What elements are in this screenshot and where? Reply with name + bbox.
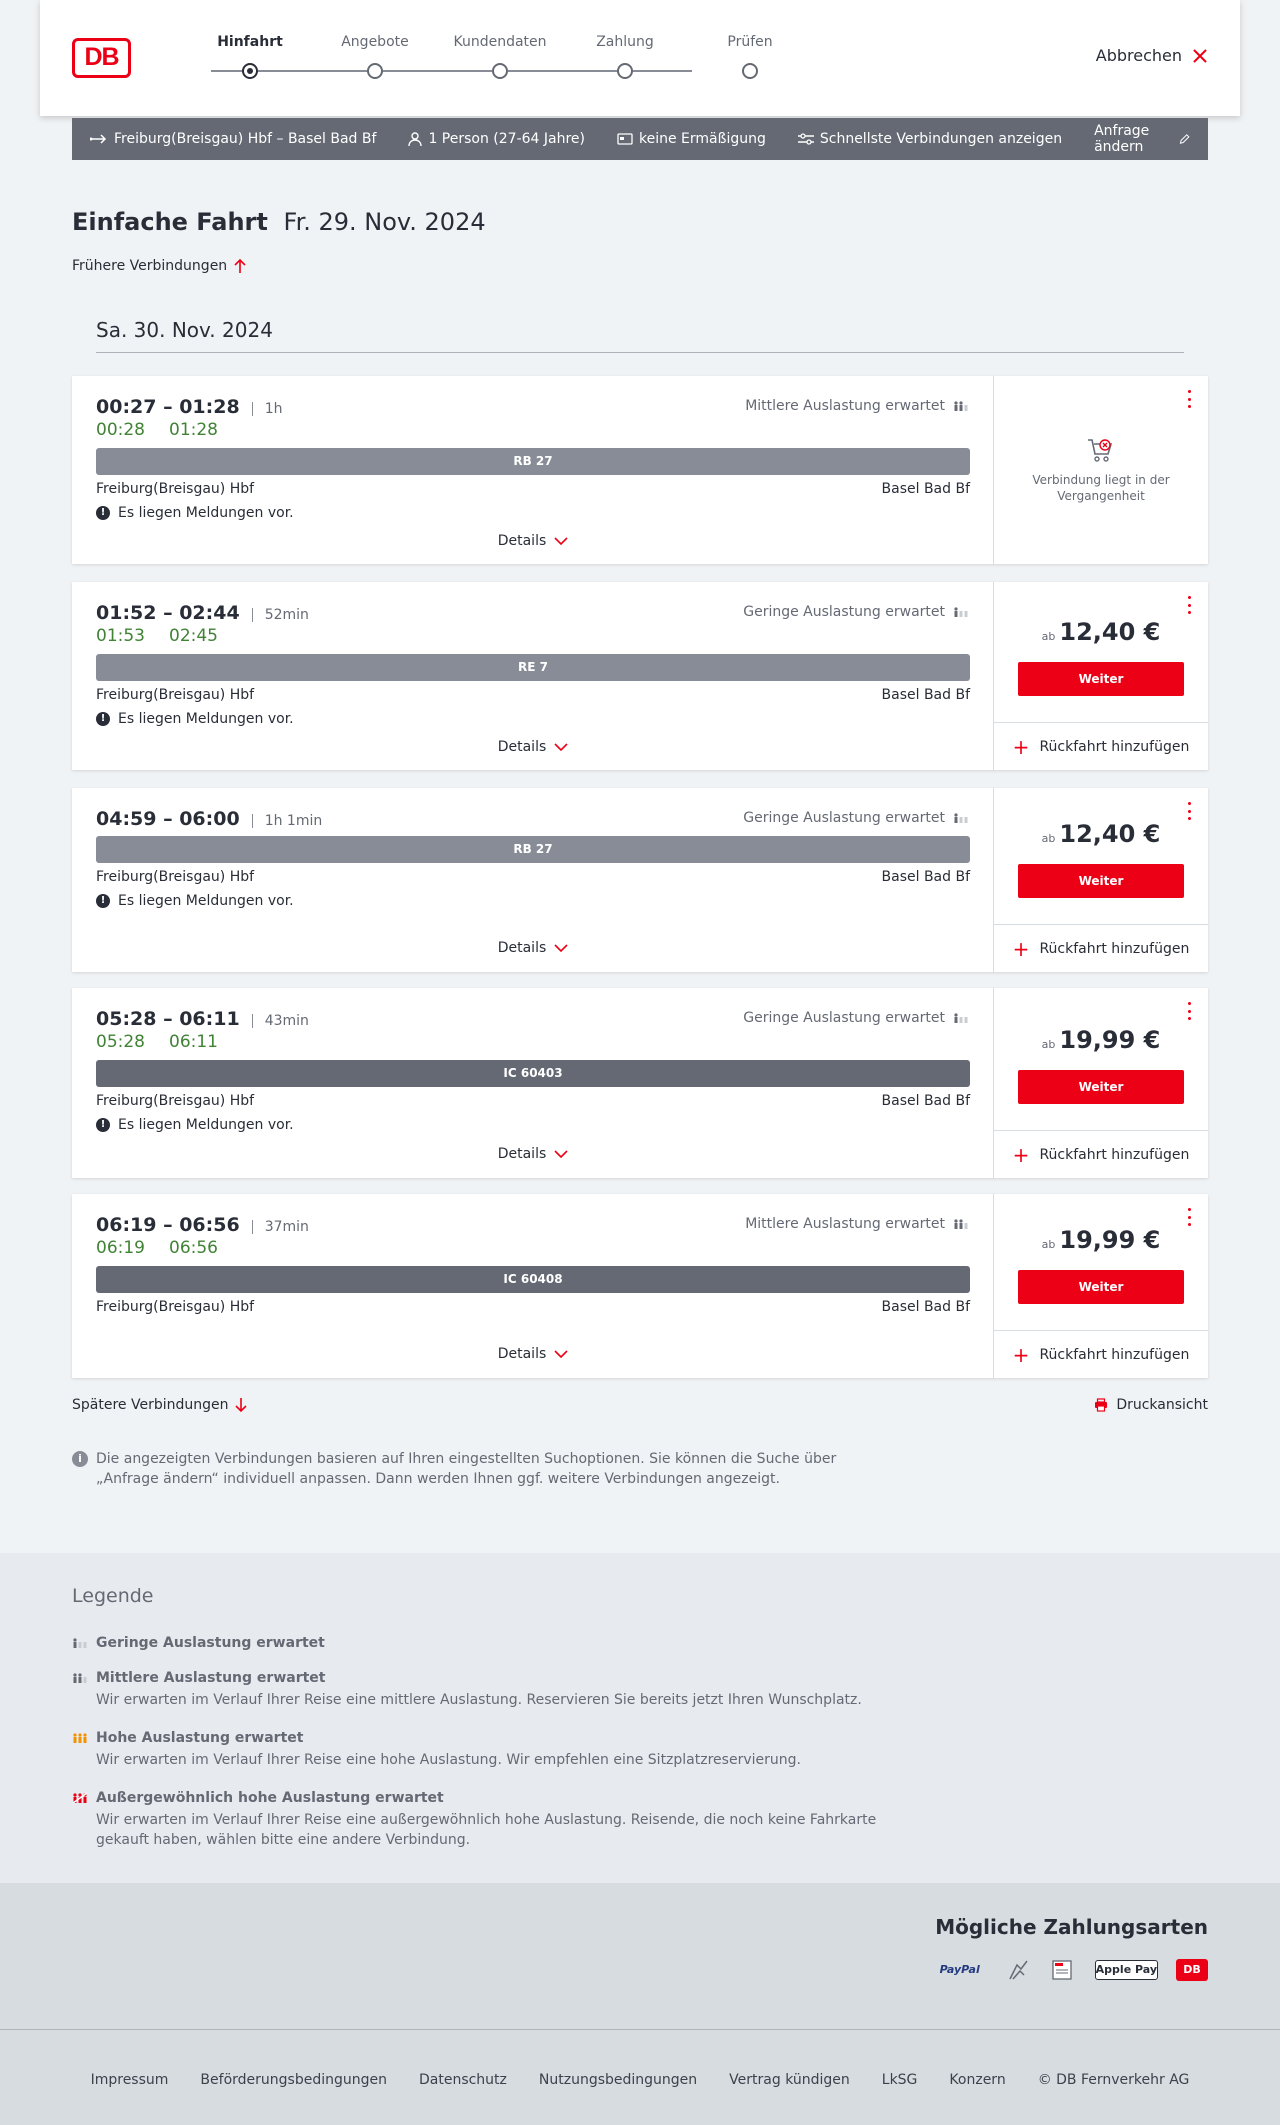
occupancy-medium-icon xyxy=(953,1218,969,1230)
price-value: 12,40 € xyxy=(1059,820,1161,848)
realtime-arrival: 06:11 xyxy=(169,1032,218,1052)
departure-station: Freiburg(Breisgau) Hbf xyxy=(96,481,255,497)
plus-icon: + xyxy=(1012,1142,1030,1167)
apple-pay-icon: Apple Pay xyxy=(1095,1960,1158,1980)
legend-item xyxy=(72,1670,892,1710)
fastest-text: Schnellste Verbindungen anzeigen xyxy=(819,131,1063,147)
details-toggle[interactable] xyxy=(72,533,994,549)
legend-item-description: Wir erwarten im Verlauf Ihrer Reise eine außergewöhnlich hohe Auslastung. Reisende, die noch keine Fahrkarte gekauft haben, wählen bitte eine andere Verbindung. xyxy=(96,1812,877,1848)
cancel-label: Abbrechen xyxy=(1095,46,1182,65)
realtime-departure: 06:19 xyxy=(96,1238,145,1258)
stations xyxy=(96,687,970,703)
occupancy-medium-icon xyxy=(72,1672,88,1684)
cancel-button[interactable] xyxy=(1096,46,1208,65)
details-label: Details xyxy=(497,1146,547,1162)
more-options-icon[interactable] xyxy=(1186,1002,1192,1020)
realtime-times xyxy=(96,1032,242,1052)
occupancy-very-high-icon xyxy=(72,1792,88,1804)
footer-link-befoerderungsbedingungen[interactable]: Beförderungsbedingungen xyxy=(200,2072,387,2088)
info-text: Die angezeigten Verbindungen basieren auf Ihren eingestellten Suchoptionen. Sie können die Suche über „Anfrage ändern“ individuell anpassen. Dann werden Ihnen ggf. weitere Verbindungen angezeigt. xyxy=(96,1451,837,1487)
train-bar[interactable]: IC 60403 xyxy=(96,1060,970,1087)
legend xyxy=(0,1553,1280,1883)
step-kundendaten xyxy=(445,34,555,50)
arrival-station: Basel Bad Bf xyxy=(881,481,970,497)
add-return-label: Rückfahrt hinzufügen xyxy=(1039,1146,1190,1163)
progress-steps xyxy=(181,34,773,84)
day-header: Sa. 30. Nov. 2024 xyxy=(96,318,1184,353)
page-title xyxy=(72,208,486,236)
price-value: 12,40 € xyxy=(1059,618,1161,646)
alert-icon: ! xyxy=(96,506,110,520)
stations xyxy=(96,869,970,885)
connection-times xyxy=(96,1008,309,1030)
notice-text: Es liegen Meldungen vor. xyxy=(118,893,294,909)
step-dot-active xyxy=(242,63,258,79)
departure-station: Freiburg(Breisgau) Hbf xyxy=(96,687,255,703)
plus-icon: + xyxy=(1012,1342,1030,1367)
route-text: Freiburg(Breisgau) Hbf – Basel Bad Bf xyxy=(114,131,377,147)
connection-times xyxy=(96,1214,309,1236)
payment-methods-section xyxy=(0,1883,1280,2029)
realtime-departure: 01:53 xyxy=(96,626,145,646)
scheduled-times: 05:28 – 06:11 xyxy=(96,1008,240,1030)
arrow-right-icon xyxy=(90,134,108,144)
duration: 43min xyxy=(252,1014,309,1028)
sepa-icon xyxy=(1051,1959,1077,1981)
step-label: Angebote xyxy=(341,34,409,50)
connection-info xyxy=(72,788,994,972)
stations xyxy=(96,481,970,497)
connection-card xyxy=(72,788,1208,972)
scheduled-times: 06:19 – 06:56 xyxy=(96,1214,240,1236)
connection-offer xyxy=(994,988,1208,1178)
search-summary-bar xyxy=(72,118,1208,160)
scheduled-times: 04:59 – 06:00 xyxy=(96,808,240,830)
departure-station: Freiburg(Breisgau) Hbf xyxy=(96,1093,255,1109)
connection-offer xyxy=(994,582,1208,770)
legend-item-title: Außergewöhnlich hohe Auslastung erwartet xyxy=(96,1790,444,1806)
step-hinfahrt xyxy=(195,34,305,50)
train-bar[interactable]: RB 27 xyxy=(96,836,970,863)
trip-date: Fr. 29. Nov. 2024 xyxy=(283,208,486,236)
footer-links xyxy=(0,2072,1280,2088)
connection-info xyxy=(72,582,994,770)
continue-button[interactable]: Weiter xyxy=(1018,1270,1184,1304)
discount-text: keine Ermäßigung xyxy=(639,131,766,147)
occupancy-low-icon xyxy=(72,1637,88,1649)
details-label: Details xyxy=(497,533,547,549)
occupancy-info xyxy=(745,1216,969,1232)
step-label: Kundendaten xyxy=(453,34,547,50)
earlier-label: Frühere Verbindungen xyxy=(72,258,228,274)
duration: 1h xyxy=(252,402,283,416)
later-label: Spätere Verbindungen xyxy=(72,1397,229,1413)
stations xyxy=(96,1093,970,1109)
scheduled-times: 01:52 – 02:44 xyxy=(96,602,240,624)
cart-unavailable-icon xyxy=(1086,436,1116,464)
price xyxy=(994,618,1208,646)
legend-item-title: Mittlere Auslastung erwartet xyxy=(96,1670,326,1686)
filter-icon xyxy=(798,133,814,145)
step-zahlung xyxy=(570,34,680,50)
add-return-trip-button[interactable] xyxy=(994,1130,1208,1178)
add-return-label: Rückfahrt hinzufügen xyxy=(1039,940,1190,957)
edit-request-label: Anfrage ändern xyxy=(1094,123,1150,155)
notice xyxy=(96,711,294,727)
notice xyxy=(96,1117,294,1133)
more-options-icon[interactable] xyxy=(1186,1208,1192,1226)
passenger-text: 1 Person (27-64 Jahre) xyxy=(428,131,585,147)
alert-icon: ! xyxy=(96,894,110,908)
realtime-times xyxy=(96,1238,242,1258)
chevron-down-icon xyxy=(554,1350,568,1358)
price-value: 19,99 € xyxy=(1059,1226,1161,1254)
step-pruefen xyxy=(695,34,805,50)
search-info-note xyxy=(72,1449,852,1489)
connection-card xyxy=(72,376,1208,564)
connection-times xyxy=(96,396,282,418)
step-label: Zahlung xyxy=(596,34,654,50)
occupancy-info xyxy=(745,398,969,414)
connection-info xyxy=(72,376,994,564)
realtime-times xyxy=(96,626,242,646)
price xyxy=(994,820,1208,848)
price xyxy=(994,1226,1208,1254)
train-bar[interactable]: RB 27 xyxy=(96,448,970,475)
occupancy-low-icon xyxy=(953,606,969,618)
notice xyxy=(96,505,294,521)
duration: 37min xyxy=(252,1220,309,1234)
legend-title: Legende xyxy=(72,1585,154,1607)
footer-link-konzern[interactable]: Konzern xyxy=(949,2072,1006,2088)
realtime-arrival: 06:56 xyxy=(169,1238,218,1258)
details-toggle[interactable] xyxy=(72,940,994,956)
realtime-departure: 05:28 xyxy=(96,1032,145,1052)
price xyxy=(994,1026,1208,1054)
chevron-down-icon xyxy=(554,944,568,952)
footer-link-datenschutz[interactable]: Datenschutz xyxy=(418,2072,507,2088)
notice-text: Es liegen Meldungen vor. xyxy=(118,505,294,521)
realtime-arrival: 01:28 xyxy=(169,420,218,440)
discount-summary[interactable] xyxy=(617,131,766,147)
chevron-down-icon xyxy=(554,1150,568,1158)
scheduled-times: 00:27 – 01:28 xyxy=(96,396,240,418)
notice-text: Es liegen Meldungen vor. xyxy=(118,1117,294,1133)
connection-card xyxy=(72,1194,1208,1378)
more-options-icon[interactable] xyxy=(1186,390,1192,408)
connection-offer xyxy=(994,788,1208,972)
departure-station: Freiburg(Breisgau) Hbf xyxy=(96,1299,255,1315)
legend-item xyxy=(72,1790,892,1850)
step-label: Hinfahrt xyxy=(217,34,283,50)
past-connection-text: Verbindung liegt in der Vergangenheit xyxy=(1032,473,1170,503)
add-return-trip-button[interactable] xyxy=(994,722,1208,770)
pencil-icon xyxy=(1179,131,1190,147)
alert-icon: ! xyxy=(96,712,110,726)
occupancy-medium-icon xyxy=(953,400,969,412)
more-options-icon[interactable] xyxy=(1186,596,1192,614)
step-dot xyxy=(742,63,758,79)
step-dot xyxy=(617,63,633,79)
occupancy-info xyxy=(743,1010,969,1026)
realtime-times xyxy=(96,420,242,440)
realtime-departure: 00:28 xyxy=(96,420,145,440)
stations xyxy=(96,1299,970,1315)
step-dot xyxy=(367,63,383,79)
plus-icon: + xyxy=(1012,936,1030,961)
earlier-connections-link[interactable] xyxy=(72,258,247,274)
occupancy-label: Geringe Auslastung erwartet xyxy=(743,604,945,620)
continue-button[interactable]: Weiter xyxy=(1018,864,1184,898)
later-connections-link[interactable] xyxy=(72,1397,248,1413)
details-toggle[interactable] xyxy=(72,1346,994,1362)
plus-icon: + xyxy=(1012,734,1030,759)
route-summary[interactable] xyxy=(90,131,376,147)
duration: 1h 1min xyxy=(252,814,323,828)
print-label: Druckansicht xyxy=(1116,1397,1208,1413)
occupancy-info xyxy=(743,604,969,620)
departure-station: Freiburg(Breisgau) Hbf xyxy=(96,869,255,885)
arrival-station: Basel Bad Bf xyxy=(881,1299,970,1315)
price-prefix: ab xyxy=(1041,832,1056,845)
arrow-down-icon xyxy=(234,1397,248,1413)
continue-button[interactable]: Weiter xyxy=(1018,1070,1184,1104)
chevron-down-icon xyxy=(554,743,568,751)
close-icon xyxy=(1192,48,1208,64)
alert-icon: ! xyxy=(96,1118,110,1132)
passenger-summary[interactable] xyxy=(408,131,585,147)
legend-item-description: Wir erwarten im Verlauf Ihrer Reise eine hohe Auslastung. Wir empfehlen eine Sitzplatzreservierung. xyxy=(96,1752,801,1768)
add-return-label: Rückfahrt hinzufügen xyxy=(1039,1346,1190,1363)
occupancy-label: Geringe Auslastung erwartet xyxy=(743,1010,945,1026)
person-icon xyxy=(408,132,422,146)
occupancy-info xyxy=(743,810,969,826)
step-dot xyxy=(492,63,508,79)
db-pay-icon: DB xyxy=(1176,1959,1208,1981)
past-connection-note xyxy=(994,436,1208,504)
print-view-link[interactable] xyxy=(1094,1397,1208,1413)
details-toggle[interactable] xyxy=(72,739,994,755)
edit-request-button[interactable] xyxy=(1094,123,1190,155)
price-prefix: ab xyxy=(1041,1038,1056,1051)
legend-item-description: Wir erwarten im Verlauf Ihrer Reise eine mittlere Auslastung. Reservieren Sie bereits jetzt Ihren Wunschplatz. xyxy=(96,1692,862,1708)
step-label: Prüfen xyxy=(727,34,773,50)
chevron-down-icon xyxy=(554,537,568,545)
add-return-trip-button[interactable] xyxy=(994,1330,1208,1378)
fastest-option[interactable] xyxy=(798,131,1062,147)
connection-card xyxy=(72,582,1208,770)
card-icon xyxy=(617,133,633,145)
connection-info xyxy=(72,988,994,1178)
occupancy-low-icon xyxy=(953,1012,969,1024)
occupancy-label: Geringe Auslastung erwartet xyxy=(743,810,945,826)
printer-icon xyxy=(1094,1398,1108,1412)
duration: 52min xyxy=(252,608,309,622)
train-bar[interactable]: RE 7 xyxy=(96,654,970,681)
details-label: Details xyxy=(497,739,547,755)
arrow-up-icon xyxy=(233,258,247,274)
step-angebote xyxy=(320,34,430,50)
legend-item xyxy=(72,1730,892,1770)
db-logo[interactable]: DB xyxy=(72,38,131,78)
price-prefix: ab xyxy=(1041,630,1056,643)
occupancy-label: Mittlere Auslastung erwartet xyxy=(745,398,945,414)
connection-times xyxy=(96,602,309,624)
price-prefix: ab xyxy=(1041,1238,1056,1251)
footer-link-nutzungsbedingungen[interactable]: Nutzungsbedingungen xyxy=(538,2072,698,2088)
arrival-station: Basel Bad Bf xyxy=(881,869,970,885)
trip-type: Einfache Fahrt xyxy=(72,208,268,236)
train-bar[interactable]: IC 60408 xyxy=(96,1266,970,1293)
details-label: Details xyxy=(497,940,547,956)
occupancy-high-icon xyxy=(72,1732,88,1744)
paypal-icon: PayPal xyxy=(939,1963,980,1976)
details-toggle[interactable] xyxy=(72,1146,994,1162)
add-return-label: Rückfahrt hinzufügen xyxy=(1039,738,1190,755)
legend-item-title: Geringe Auslastung erwartet xyxy=(96,1635,325,1651)
occupancy-label: Mittlere Auslastung erwartet xyxy=(745,1216,945,1232)
occupancy-low-icon xyxy=(953,812,969,824)
footer-copyright: © DB Fernverkehr AG xyxy=(1037,2072,1190,2088)
connection-info xyxy=(72,1194,994,1378)
connection-card xyxy=(72,988,1208,1178)
notice-text: Es liegen Meldungen vor. xyxy=(118,711,294,727)
footer xyxy=(0,2029,1280,2125)
notice xyxy=(96,893,294,909)
connection-offer xyxy=(994,1194,1208,1378)
legend-item xyxy=(72,1635,892,1651)
arrival-station: Basel Bad Bf xyxy=(881,687,970,703)
continue-button[interactable]: Weiter xyxy=(1018,662,1184,696)
more-options-icon[interactable] xyxy=(1186,802,1192,820)
arrival-station: Basel Bad Bf xyxy=(881,1093,970,1109)
price-value: 19,99 € xyxy=(1059,1026,1161,1054)
info-icon: i xyxy=(72,1451,88,1467)
connection-offer xyxy=(994,376,1208,564)
footer-link-vertrag-kuendigen[interactable]: Vertrag kündigen xyxy=(729,2072,850,2088)
legend-item-title: Hohe Auslastung erwartet xyxy=(96,1730,304,1746)
details-label: Details xyxy=(497,1346,547,1362)
header xyxy=(40,0,1240,116)
footer-link-impressum[interactable]: Impressum xyxy=(90,2072,169,2088)
credit-card-icon xyxy=(1007,1959,1033,1981)
payment-title: Mögliche Zahlungsarten xyxy=(935,1915,1208,1939)
payment-icons xyxy=(931,1959,1208,1981)
realtime-arrival: 02:45 xyxy=(169,626,218,646)
add-return-trip-button[interactable] xyxy=(994,924,1208,972)
footer-link-lksg[interactable]: LkSG xyxy=(881,2072,918,2088)
connection-times xyxy=(96,808,322,830)
